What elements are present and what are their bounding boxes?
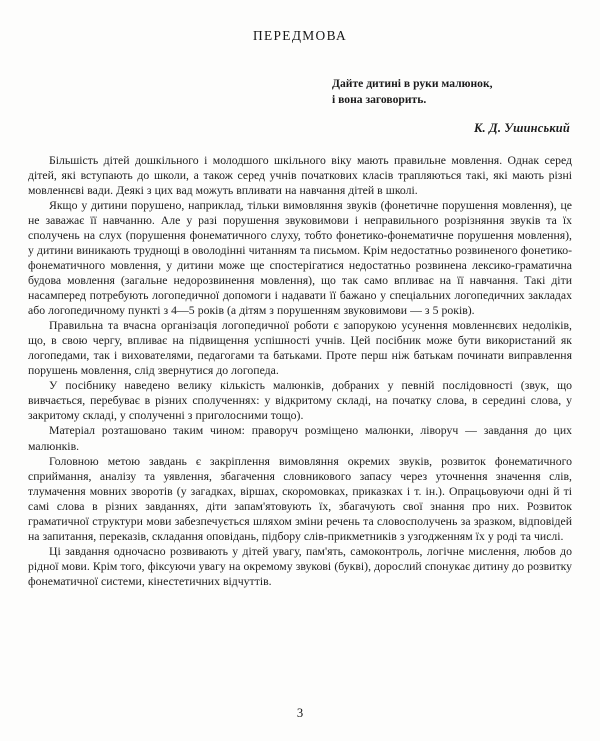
- paragraph: У посібнику наведено велику кількість малюнків, добраних у певній послідовності (звук, що вивчається, перебуває в різних сполученнях: у відкритому складі, на початку слова, в середині слова, у закритому складі, у сполученні з приголосними тощо).: [28, 379, 572, 423]
- epigraph-line-1: Дайте дитині в руки малюнок,: [332, 77, 493, 90]
- epigraph-attribution: К. Д. Ушинський: [473, 121, 570, 136]
- paragraph: Матеріал розташовано таким чином: праворуч розміщено малюнки, ліворуч — завдання до цих малюнків.: [28, 424, 572, 453]
- paragraph: Більшість дітей дошкільного і молодшого шкільного віку мають правильне мовлення. Однак серед дітей, які вступають до школи, а також серед учнів початкових класів трапляються такі, які мають різні мовленнєві вади. Деякі з цих вад можуть впливати на навчання дітей в школі.: [28, 153, 572, 197]
- epigraph-block: [28, 76, 572, 137]
- paragraph: Правильна та вчасна організація логопедичної роботи є запорукою усунення мовленнєвих недоліків, що, в свою чергу, впливає на підвищення успішності учнів. Цей посібник може бути використаний як логопедами, так і вихователями, педагогами та батьками. Проте перш ніж батькам починати виправлення порушень мовлення, слід звернутися до логопеда.: [28, 319, 572, 378]
- body-text: [28, 153, 572, 589]
- paragraph: Головною метою завдань є закріплення вимовляння окремих звуків, розвиток фонематичного сприймання, аналізу та уявлення, збагачення словникового запасу через уточнення значення слів, тлумачення мовних зворотів (у загадках, віршах, скоромовках, приказках і т. ін.). Опрацьовуючи одні й ті самі слова в різних завданнях, діти запам'ятовують їх, збагачують свої знання про них. Розвиток граматичної структури мови забезпечується шляхом зміни речень та словосполучень за зразком, відповідей на запитання, переказів, складання оповідань, підбору слів-прикметників з узгодженням їх у роді та числі.: [28, 454, 572, 543]
- page-number: 3: [296, 706, 304, 720]
- page-title: ПЕРЕДМОВА: [252, 28, 348, 43]
- paragraph: Ці завдання одночасно розвивають у дітей увагу, пам'ять, самоконтроль, логічне мислення, любов до рідної мови. Крім того, фіксуючи увагу на окремому звукові (букві), дорослий спонукає дитину до розвитку фонематичної системи, кінестетичних відчуттів.: [28, 544, 572, 588]
- paragraph: Якщо у дитини порушено, наприклад, тільки вимовляння звуків (фонетичне порушення мовлення), це не заважає її навчанню. Але у разі порушення звуковимови і неправильного розрізняння звуків та їх сполучень на слух (порушення фонематичного слуху, тобто фонетико-фонематичне порушення мовлення), у дитини виникають труднощі в оволодінні читанням та письмом. Крім недостатньо розвиненого фонетико-фонематичного мовлення, у дитини може ще спостерігатися недостатньо розвинена лексико-граматична будова мовлення (загальне недорозвинення мовлення), що так само впливає на її навчання. Такі діти насамперед потребують логопедичної допомоги і надавати її бажано у спеціальних логопедичних закладах або логопедичному пункті з 4—5 років (а дітям з порушенням звуковимови — з 5 років).: [28, 198, 572, 318]
- epigraph-line-2: і вона заговорить.: [332, 93, 427, 107]
